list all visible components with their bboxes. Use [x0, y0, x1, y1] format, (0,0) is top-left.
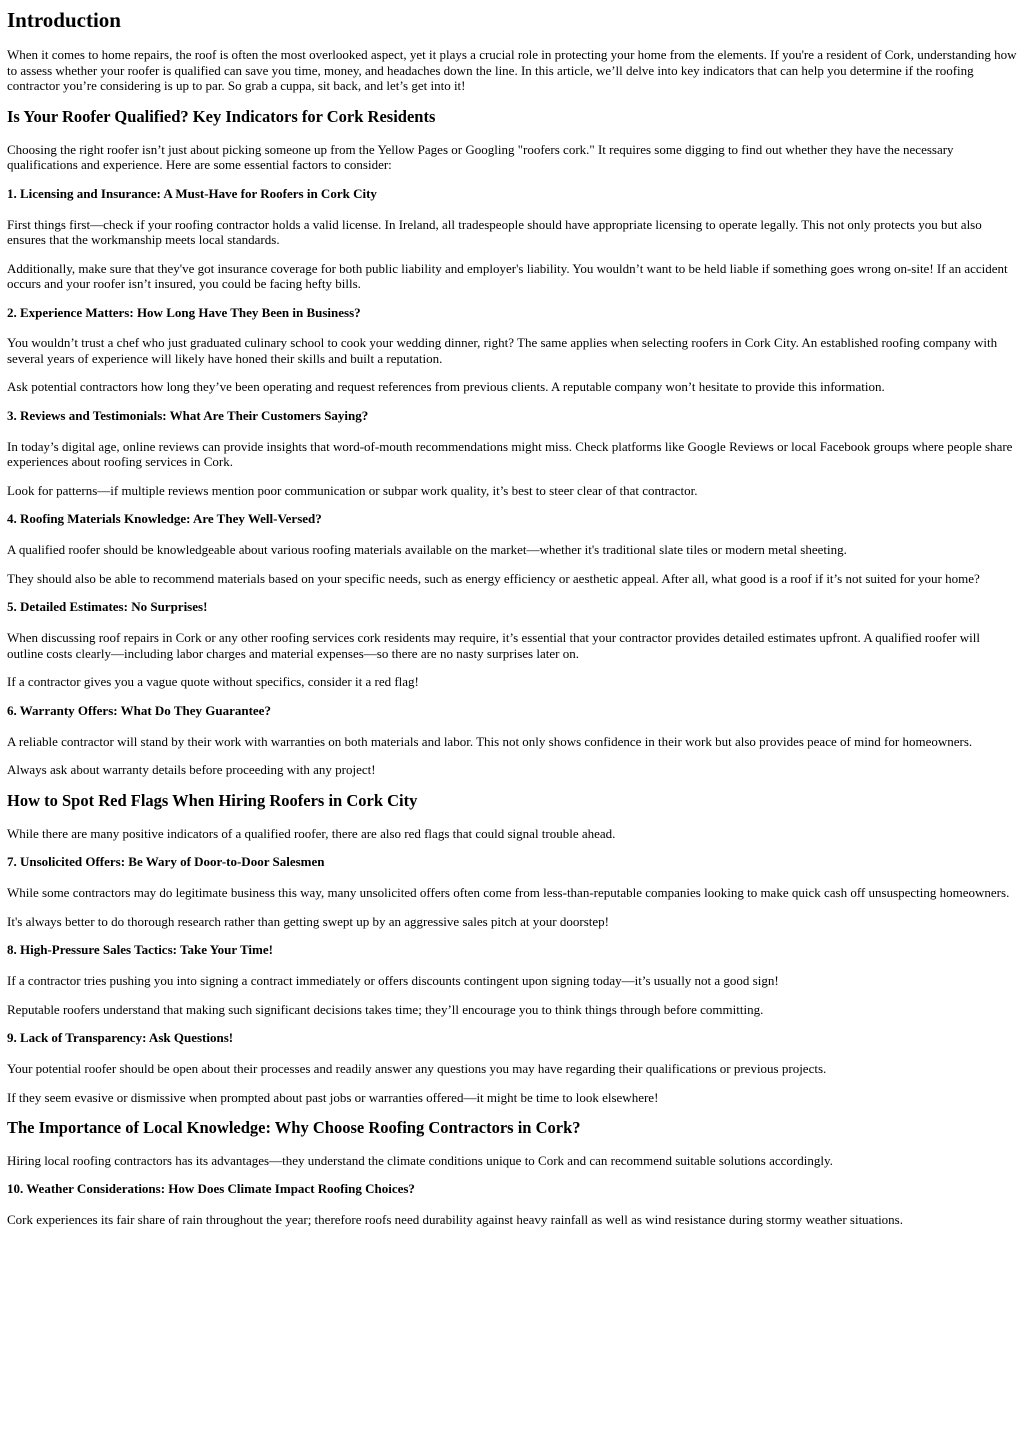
paragraph: Ask potential contractors how long they’ve been operating and request references from previous clients. A reputable company won’t hesitate to provide this information. — [7, 379, 885, 395]
subsection-heading: 4. Roofing Materials Knowledge: Are They Well-Versed? — [7, 511, 322, 527]
paragraph: While some contractors may do legitimate business this way, many unsolicited offers often come from less-than-reputable companies looking to make quick cash off unsuspecting homeowners. — [7, 885, 1010, 901]
paragraph: If they seem evasive or dismissive when prompted about past jobs or warranties offered—it might be time to look elsewhere! — [7, 1089, 659, 1105]
subsection-heading: 7. Unsolicited Offers: Be Wary of Door-to-Door Salesmen — [7, 854, 325, 870]
paragraph: Always ask about warranty details before proceeding with any project! — [7, 762, 376, 778]
section-heading: The Importance of Local Knowledge: Why Choose Roofing Contractors in Cork? — [7, 1118, 581, 1138]
subsection-heading: 3. Reviews and Testimonials: What Are Their Customers Saying? — [7, 407, 369, 423]
paragraph: In today’s digital age, online reviews can provide insights that word-of-mouth recommendations might miss. Check platforms like Google Reviews or local Facebook groups where people share experiences about roofing services in Cork. — [7, 438, 1013, 470]
paragraph: A reliable contractor will stand by their work with warranties on both materials and labor. This not only shows confidence in their work but also provides peace of mind for homeowners. — [7, 733, 973, 749]
paragraph: Hiring local roofing contractors has its advantages—they understand the climate conditions unique to Cork and can recommend suitable solutions accordingly. — [7, 1152, 833, 1168]
paragraph: Your potential roofer should be open about their processes and readily answer any questions you may have regarding their qualifications or previous projects. — [7, 1061, 827, 1077]
paragraph: When it comes to home repairs, the roof is often the most overlooked aspect, yet it plays a crucial role in protecting your home from the elements. If you're a resident of Cork, understanding how to assess whether your roofer is qualified can save you time, money, and headaches down the line. In this article, we’ll delve into key indicators that can help you determine if the roofing contractor you’re considering is up to par. So grab a cuppa, sit back, and let’s get into it! — [7, 47, 1017, 94]
subsection-heading: 9. Lack of Transparency: Ask Questions! — [7, 1030, 234, 1046]
paragraph: They should also be able to recommend materials based on your specific needs, such as energy efficiency or aesthetic appeal. After all, what good is a roof if it’s not suited for your home? — [7, 570, 980, 586]
paragraph: A qualified roofer should be knowledgeable about various roofing materials available on the market—whether it's traditional slate tiles or modern metal sheeting. — [7, 542, 847, 558]
subsection-heading: 8. High-Pressure Sales Tactics: Take Your Time! — [7, 942, 273, 958]
paragraph: First things first—check if your roofing contractor holds a valid license. In Ireland, all tradespeople should have appropriate licensing to operate legally. This not only protects you but also ensures that the workmanship meets local standards. — [7, 216, 982, 248]
paragraph: If a contractor tries pushing you into signing a contract immediately or offers discounts contingent upon signing today—it’s usually not a good sign! — [7, 973, 779, 989]
paragraph: Cork experiences its fair share of rain throughout the year; therefore roofs need durability against heavy rainfall as well as wind resistance during stormy weather situations. — [7, 1212, 903, 1228]
paragraph: Look for patterns—if multiple reviews mention poor communication or subpar work quality, it’s best to steer clear of that contractor. — [7, 482, 698, 498]
paragraph: While there are many positive indicators of a qualified roofer, there are also red flags that could signal trouble ahead. — [7, 825, 616, 841]
paragraph: You wouldn’t trust a chef who just graduated culinary school to cook your wedding dinner, right? The same applies when selecting roofers in Cork City. An established roofing company with several years of experience will likely have honed their skills and built a reputation. — [7, 335, 998, 366]
paragraph: If a contractor gives you a vague quote without specifics, consider it a red flag! — [7, 674, 419, 690]
paragraph: When discussing roof repairs in Cork or any other roofing services cork residents may require, it’s essential that your contractor provides detailed estimates upfront. A qualified roofer will outline costs clearly—including labor charges and material expenses—so there are no nasty surprises later on. — [7, 630, 980, 661]
paragraph: Reputable roofers understand that making such significant decisions takes time; they’ll encourage you to think things through before committing. — [7, 1001, 764, 1017]
section-heading: Is Your Roofer Qualified? Key Indicators for Cork Residents — [7, 106, 436, 126]
paragraph: It's always better to do thorough research rather than getting swept up by an aggressive sales pitch at your doorstep! — [7, 913, 609, 929]
page-title: Introduction — [7, 8, 121, 32]
section-heading: How to Spot Red Flags When Hiring Roofers in Cork City — [7, 790, 418, 810]
paragraph: Additionally, make sure that they've got insurance coverage for both public liability and employer's liability. You wouldn’t want to be held liable if something goes wrong on-site! If an accident occurs and your roofer isn’t insured, you could be facing hefty bills. — [7, 260, 1008, 292]
subsection-heading: 10. Weather Considerations: How Does Climate Impact Roofing Choices? — [7, 1181, 415, 1197]
subsection-heading: 1. Licensing and Insurance: A Must-Have for Roofers in Cork City — [7, 185, 377, 201]
subsection-heading: 6. Warranty Offers: What Do They Guarantee? — [7, 702, 271, 718]
paragraph: Choosing the right roofer isn’t just about picking someone up from the Yellow Pages or Googling "roofers cork." It requires some digging to find out whether they have the necessary qualifications and experience. Here are some essential factors to consider: — [7, 141, 954, 173]
subsection-heading: 5. Detailed Estimates: No Surprises! — [7, 599, 208, 615]
subsection-heading: 2. Experience Matters: How Long Have They Been in Business? — [7, 304, 361, 320]
